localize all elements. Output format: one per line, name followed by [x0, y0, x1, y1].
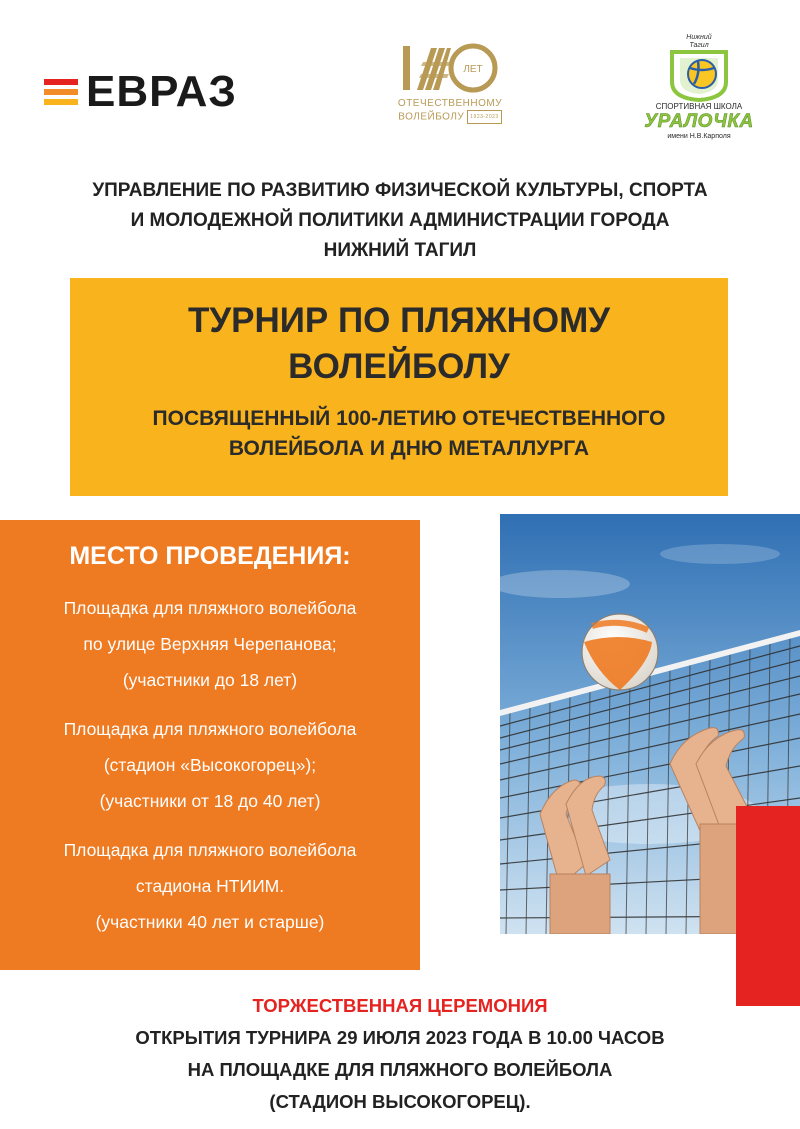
- venue-line: (участники от 18 до 40 лет): [99, 791, 321, 811]
- years-label: ЛЕТ: [463, 64, 483, 75]
- venue-item: [0, 832, 420, 940]
- venue-item: [0, 711, 420, 819]
- ceremony-title: ТОРЖЕСТВЕННАЯ ЦЕРЕМОНИЯ: [252, 995, 548, 1016]
- venue-item: [0, 590, 420, 698]
- jubilee-line2: ВОЛЕЙБОЛУ: [398, 111, 465, 123]
- tournament-subtitle: [70, 404, 728, 464]
- tournament-subtitle-line: ПОСВЯЩЕННЫЙ 100-ЛЕТИЮ ОТЕЧЕСТВЕННОГО: [152, 407, 666, 430]
- tournament-title: [70, 298, 728, 390]
- venue-line: стадиона НТИИМ.: [135, 876, 285, 896]
- evraz-logo: [44, 67, 237, 116]
- evraz-logo-text: ЕВРАЗ: [86, 67, 237, 116]
- venue-block: [0, 520, 420, 970]
- ceremony-line: ОТКРЫТИЯ ТУРНИРА 29 ИЮЛЯ 2023 ГОДА В 10.00 ЧАСОВ: [135, 1027, 665, 1048]
- venue-list: [0, 590, 420, 953]
- volleyball-100-years-logo: [386, 40, 514, 148]
- school-city-line1: Нижний: [686, 34, 712, 41]
- sports-school-logo: [640, 34, 758, 152]
- hundred-emblem-icon: [395, 40, 505, 98]
- school-named-after: имени Н.В.Карполя: [667, 133, 731, 140]
- venue-line: по улице Верхняя Черепанова;: [83, 634, 337, 654]
- jubilee-years: 1923-2023: [467, 110, 501, 124]
- tournament-title-line: ТУРНИР ПО ПЛЯЖНОМУ: [187, 301, 611, 340]
- red-accent-bar: [736, 806, 800, 1006]
- school-name: УРАЛОЧКА: [644, 111, 754, 132]
- organizer-line: УПРАВЛЕНИЕ ПО РАЗВИТИЮ ФИЗИЧЕСКОЙ КУЛЬТУРЫ, СПОРТА: [92, 180, 708, 201]
- tournament-subtitle-line: ВОЛЕЙБОЛА И ДНЮ МЕТАЛЛУРГА: [228, 437, 590, 460]
- venue-line: (стадион «Высокогорец»);: [103, 755, 317, 775]
- school-type: СПОРТИВНАЯ ШКОЛА: [655, 102, 743, 111]
- volleyball-shield-icon: [664, 50, 734, 102]
- school-city-line2: Тагил: [689, 42, 709, 49]
- venue-line: Площадка для пляжного волейбола: [63, 840, 357, 860]
- venue-line: Площадка для пляжного волейбола: [63, 719, 357, 739]
- venue-line: (участники до 18 лет): [122, 670, 298, 690]
- venue-line: Площадка для пляжного волейбола: [63, 598, 357, 618]
- jubilee-line2-wrap: [386, 110, 514, 124]
- jubilee-line1: ОТЕЧЕСТВЕННОМУ: [397, 98, 503, 109]
- tournament-title-line: ВОЛЕЙБОЛУ: [288, 347, 510, 386]
- ceremony-block: [0, 990, 800, 1118]
- organizer-line: И МОЛОДЕЖНОЙ ПОЛИТИКИ АДМИНИСТРАЦИИ ГОРОДА: [130, 210, 670, 231]
- evraz-stripes-icon: [44, 79, 78, 105]
- venue-line: (участники 40 лет и старше): [95, 912, 325, 932]
- organizer-line: НИЖНИЙ ТАГИЛ: [323, 240, 477, 261]
- organizer-heading: [20, 176, 780, 266]
- ceremony-line: (СТАДИОН ВЫСОКОГОРЕЦ).: [269, 1091, 531, 1112]
- ceremony-line: НА ПЛОЩАДКЕ ДЛЯ ПЛЯЖНОГО ВОЛЕЙБОЛА: [187, 1059, 613, 1080]
- venue-heading: МЕСТО ПРОВЕДЕНИЯ:: [69, 542, 351, 570]
- tournament-banner: [70, 278, 728, 496]
